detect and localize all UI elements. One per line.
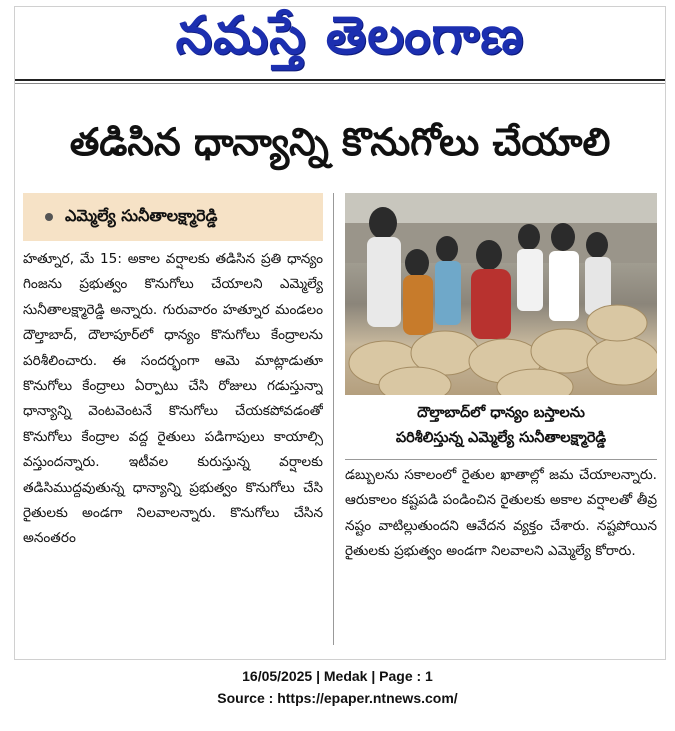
article-paragraph-left: హత్నూర, మే 15: అకాల వర్షాలకు తడిసిన ప్రతి ధాన్యం గింజను ప్రభుత్వం కొనుగోలు చేయాలని ఎమ్మెల్యే సునీతాలక్ష్మారెడ్డి అన్నారు. గురువారం హత్నూర మండలం దౌల్తాబాద్, దౌలాపూర్‌లో ధాన్యం కొనుగోలు కేంద్రాలను పరిశీలించారు. ఈ సందర్భంగా ఆమె మాట్లాడుతూ కొనుగోలు కేంద్రాలు ఏర్పాటు చేసి రోజులు గడుస్తున్నా ధాన్యాన్ని వెంటవెంటనే కొనుగోలు చేయకపోవడంతో కొనుగోలు కేంద్రాల వద్ద రైతులు పడిగాపులు కాయాల్సి వస్తుందన్నారు. ఇటీవల కురుస్తున్న వర్షాలకు తడిసిముద్దవుతున్న ధాన్యాన్ని ప్రభుత్వం కొనుగోలు చేసి రైతులకు అండగా నిలవాలన్నారు. కొనుగోలు చేసిన అనంతరం: [23, 251, 323, 547]
photo-caption: [345, 401, 657, 455]
masthead-rule: [15, 79, 665, 81]
article-photo: [345, 193, 657, 395]
news-clipping: [14, 6, 666, 660]
caption-divider: [345, 459, 657, 460]
bullet-icon: [45, 213, 53, 221]
masthead-rule-thin: [15, 83, 665, 84]
photo-caption-line2: పరిశీలిస్తున్న ఎమ్మెల్యే సునీతాలక్ష్మారెడ్డి: [395, 430, 607, 446]
footer-date-line: 16/05/2025 | Medak | Page : 1: [242, 668, 433, 684]
article-body-left: [23, 247, 323, 642]
column-divider: [333, 193, 334, 645]
article-body-right: [345, 463, 657, 643]
article-paragraph-right: డబ్బులను సకాలంలో రైతుల ఖాతాల్లో జమ చేయాలన్నారు. ఆరుకాలం కష్టపడి పండించిన రైతులకు అకాల వర్షాలతో తీవ్ర నష్టం వాటిల్లుతుందని ఆవేదన వ్యక్తం చేశారు. నష్టపోయిన రైతులకు ప్రభుత్వం అండగా నిలవాలని ఎమ్మెల్యే కోరారు.: [345, 467, 657, 560]
article-headline: తడిసిన ధాన్యాన్ని కొనుగోలు చేయాలి: [69, 120, 611, 164]
byline-box: [23, 193, 323, 241]
byline-text: ఎమ్మెల్యే సునీతాలక్ష్మారెడ్డి: [65, 205, 218, 225]
footer-source-line: Source : https://epaper.ntnews.com/: [217, 690, 458, 706]
masthead-logo: నమస్తే తెలంగాణ: [175, 5, 525, 66]
photo-illustration: [345, 193, 657, 395]
photo-caption-line1: దౌల్తాబాద్‌లో ధాన్యం బస్తాలను: [417, 405, 585, 421]
